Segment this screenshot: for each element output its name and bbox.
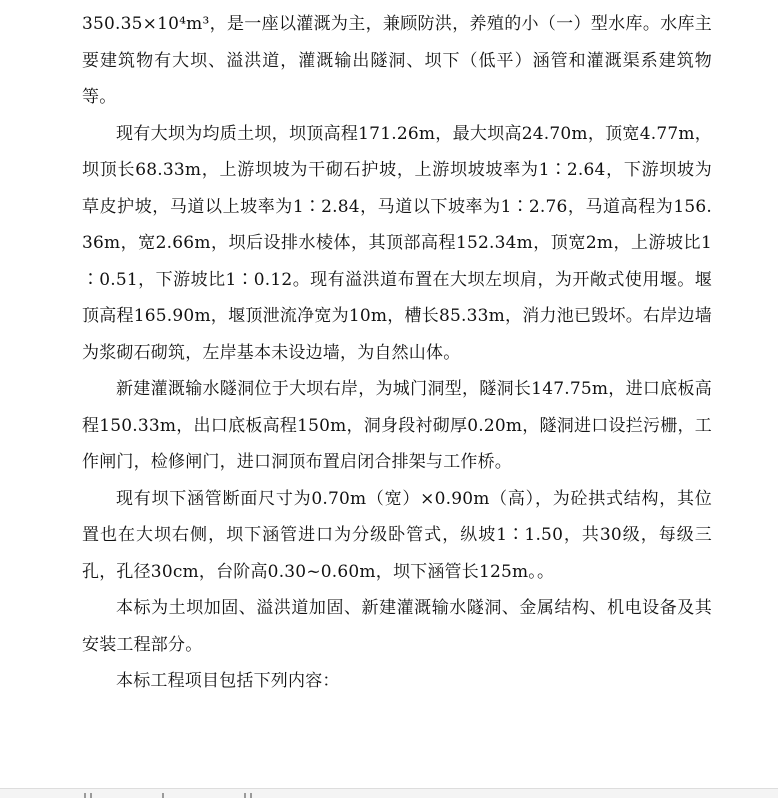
paragraph-reservoir-overview: 350.35×10⁴m³，是一座以灌溉为主，兼顾防洪，养殖的小（一）型水库。水库主要建筑物有大坝、溢洪道，灌溉输出隧洞、坝下（低平）涵管和灌溉渠系建筑物等。 bbox=[82, 14, 712, 107]
paragraph-dam-and-spillway: 现有大坝为均质土坝，坝顶高程171.26m，最大坝高24.70m，顶宽4.77m，坝顶长68.33m，上游坝坡为干砌石护坡，上游坝坡坡率为1∶2.64，下游坝坡为草皮护坡，马道以上坡率为1∶2.84，马道以下坡率为1∶2.76，马道高程为156.36m，宽2.66m，坝后设排水棱体，其顶部高程152.34m，顶宽2m，上游坡比1∶0.51，下游坡比1∶0.12。现有溢洪道布置在大坝左坝肩，为开敞式使用堰。堰顶高程165.90m，堰顶泄流净宽为10m，槽长85.33m，消力池已毁坏。右岸边墙为浆砌石砌筑，左岸基本未设边墙，为自然山体。 bbox=[82, 123, 712, 363]
document-body bbox=[82, 6, 712, 700]
paragraph-irrigation-tunnel: 新建灌溉输水隧洞位于大坝右岸，为城门洞型，隧洞长147.75m，进口底板高程150.33m，出口底板高程150m，洞身段衬砌厚0.20m，隧洞进口设拦污栅，工作闸门，检修闸门，进口洞顶布置启闭合排架与工作桥。 bbox=[82, 379, 712, 472]
paragraph-culvert: 现有坝下涵管断面尺寸为0.70m（宽）×0.90m（高），为砼拱式结构，其位置也在大坝右侧，坝下涵管进口为分级卧管式，纵坡1∶1.50，共30级，每级三孔，孔径30cm，台阶高0.30~0.60m，坝下涵管长125m。。 bbox=[82, 488, 712, 582]
ruler-tick bbox=[84, 793, 86, 798]
paragraph-project-items-intro: 本标工程项目包括下列内容： bbox=[116, 671, 340, 691]
paragraph-bid-scope: 本标为土坝加固、溢洪道加固、新建灌溉输水隧洞、金属结构、机电设备及其安装工程部分。 bbox=[82, 598, 712, 655]
ruler-tick bbox=[90, 793, 92, 798]
ruler-tick bbox=[244, 793, 246, 798]
ruler-tick bbox=[250, 793, 252, 798]
ruler-tick bbox=[162, 793, 164, 798]
